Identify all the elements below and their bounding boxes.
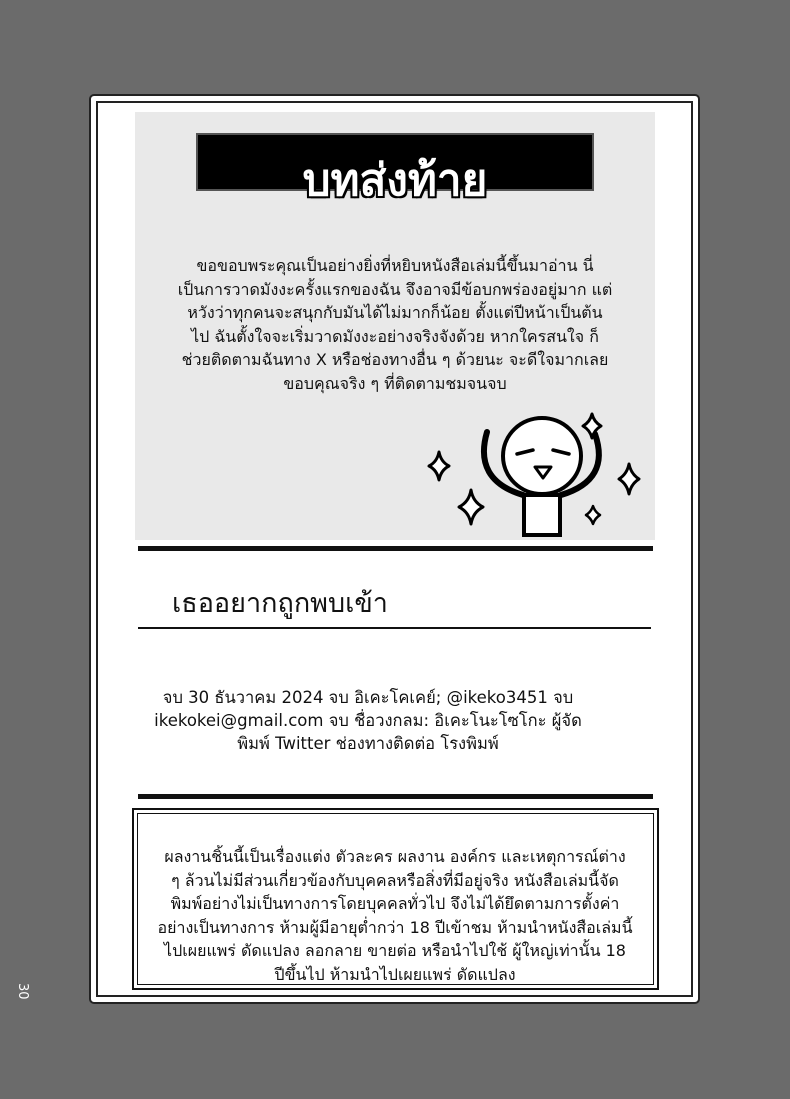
notice-text: ผลงานชิ้นนี้เป็นเรื่องแต่ง ตัวละคร ผลงาน องค์กร และเหตุการณ์ต่าง ๆ ล้วนไม่มีส่วนเกี่ยวข้องกับบุคคลหรือสิ่งที่มีอยู่จริง หนังสือเล่มนี้จัด พิมพ์อย่างไม่เป็นทางการโดยบุคคลทั่วไป จึงไม่ได้ยึดตามการตั้งค่า อย่างเป็นทางการ ห้ามผู้มีอายุต่ำกว่า 18 ปีเข้าชม ห้ามนำหนังสือเล่มนี้ ไปเผยแพร่ ดัดแปลง ลอกลาย ขายต่อ หรือนำไปใช้ ผู้ใหญ่เท่านั้น 18 ปีขึ้นไป ห้ามนำไปเผยแพร่ ดัดแปลง xyxy=(157,847,633,984)
page-number: 30 xyxy=(15,983,30,1000)
sparkle-icon xyxy=(619,464,639,494)
sparkle-icon xyxy=(429,452,449,480)
sparkle-icon xyxy=(586,506,600,524)
sparkle-icon xyxy=(459,490,483,524)
afterword-body: ขอขอบพระคุณเป็นอย่างยิ่งที่หยิบหนังสือเล่มนี้ขึ้นมาอ่าน นี่ เป็นการวาดมังงะครั้งแรกของฉัน จึงอาจมีข้อบกพร่องอยู่มาก แต่ หวังว่าทุกคนจะสนุกกับมันได้ไม่มากก็น้อย ตั้งแต่ปีหน้าเป็นต้น ไป ฉันตั้งใจจะเริ่มวาดมังงะอย่างจริงจังด้วย หากใครสนใจ ก็ ช่วยติดตามฉันทาง X หรือช่องทางอื่น ๆ ด้วยนะ จะดีใจมากเลย ขอบคุณจริง ๆ ที่ติดตามชมจนจบ xyxy=(177,256,613,393)
title-underline xyxy=(138,627,651,629)
cheering-mascot-icon xyxy=(425,410,650,540)
section-divider xyxy=(138,546,653,551)
colophon-details: จบ 30 ธันวาคม 2024 จบ อิเคะโคเคย์; @ikeko3451 จบ ikekokei@gmail.com จบ ชื่อวงกลม: อิเคะโนะโซโกะ ผู้จัด พิมพ์ Twitter ช่องทางติดต่อ โรงพิมพ์ xyxy=(154,688,582,753)
afterword-title: บทส่งท้าย xyxy=(302,155,488,206)
section-divider xyxy=(138,794,653,799)
colophon-title: เธออยากถูกพบเข้า xyxy=(172,588,388,619)
